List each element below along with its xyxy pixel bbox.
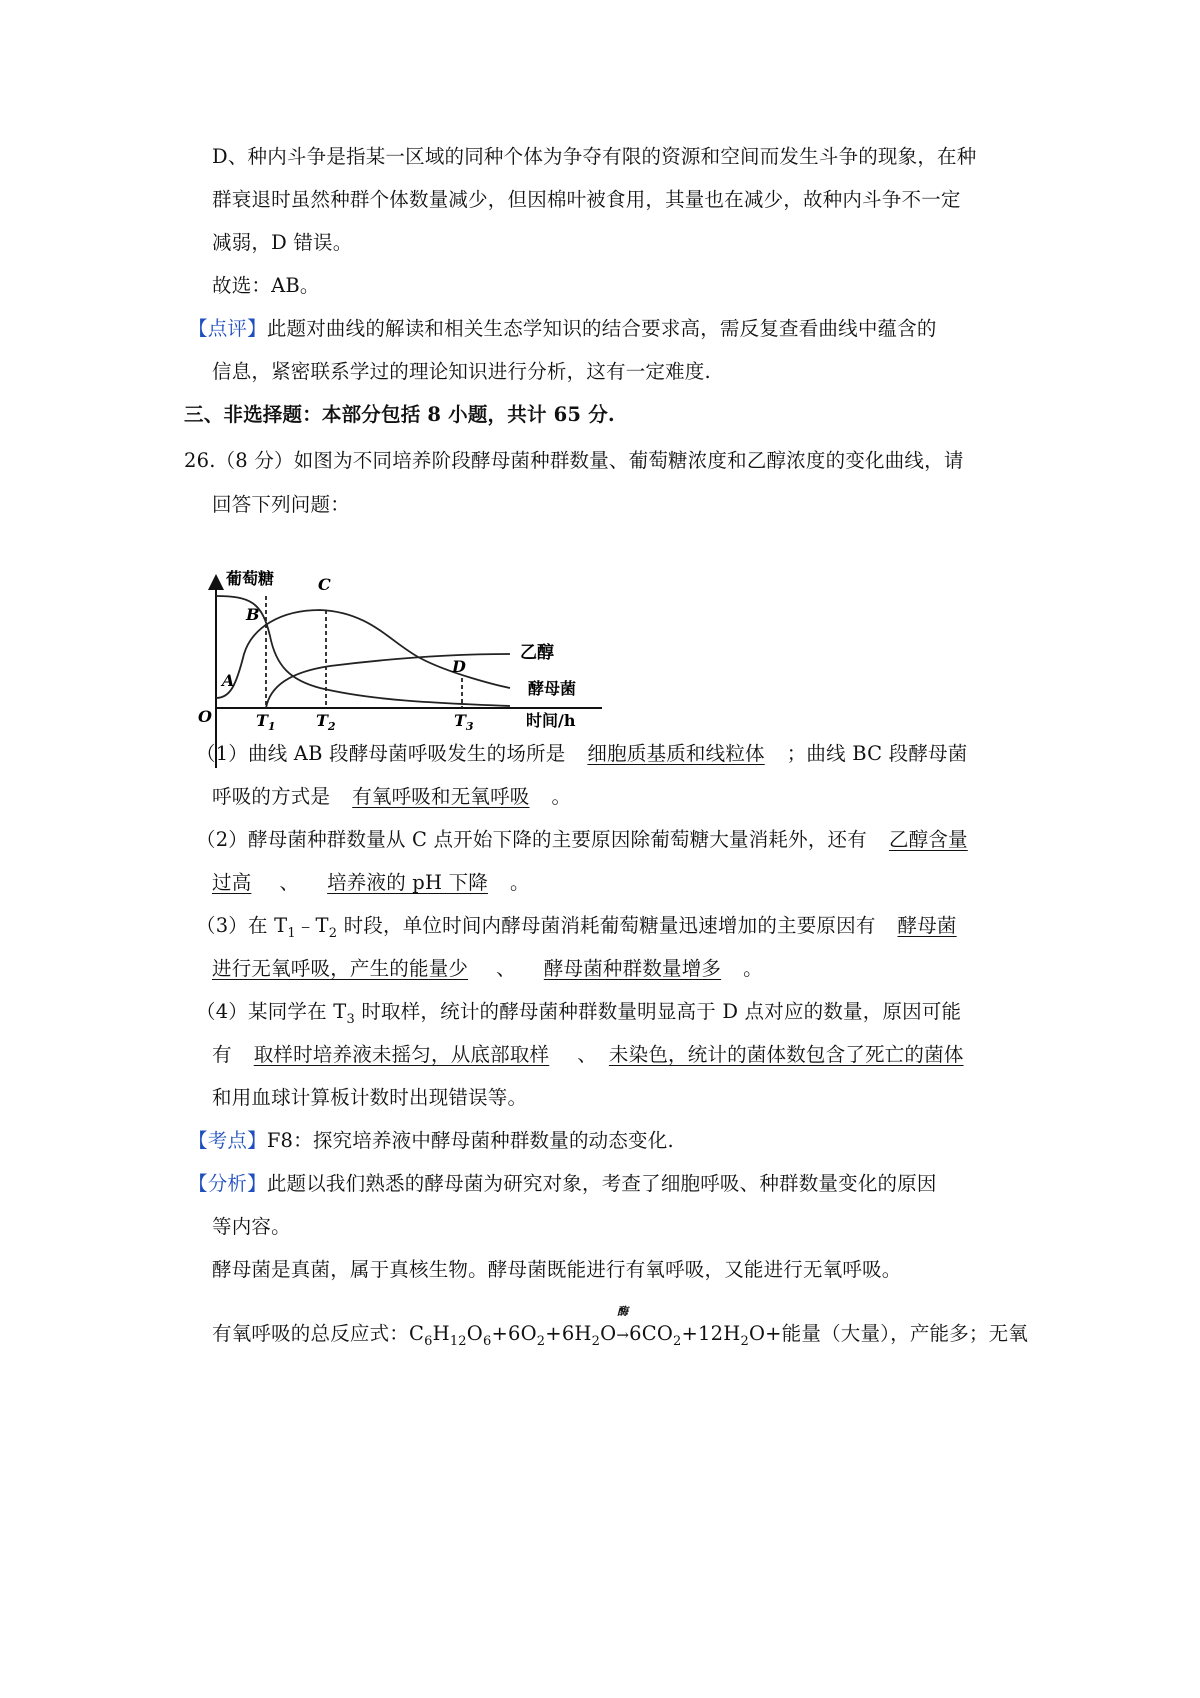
fenxi-tag: 【分析】 — [188, 1172, 267, 1195]
answer-2-end: 。 — [510, 871, 530, 894]
eq-sub: 2 — [740, 1333, 749, 1349]
fenxi-line-3: 酵母菌是真菌，属于真核生物。酵母菌既能进行有氧呼吸，又能进行无氧呼吸。 — [212, 1258, 902, 1281]
answer-4-blank-1: 取样时培养液未摇匀，从底部取样 — [253, 1043, 550, 1066]
kaodian-tag: 【考点】 — [188, 1129, 267, 1152]
fenxi-line-2: 等内容。 — [212, 1215, 291, 1238]
answer-4-line-2 — [212, 1041, 964, 1069]
eq-sub: 12 — [449, 1333, 467, 1349]
x-tick-t2: $T_2$ — [316, 711, 336, 733]
glucose-curve — [216, 596, 510, 706]
answer-3-t1-sub: 1 — [287, 925, 296, 941]
answer-1-text: （1）曲线 AB 段酵母菌呼吸发生的场所是 — [196, 742, 566, 765]
review-line-2: 信息，紧密联系学过的理论知识进行分析，这有一定难度. — [212, 360, 711, 383]
point-label-c: C — [318, 575, 331, 594]
eq-sub: 6 — [482, 1333, 492, 1349]
section-heading — [184, 401, 615, 429]
answer-3-end: 。 — [743, 957, 763, 980]
fenxi-text: 此题以我们熟悉的酵母菌为研究对象，考查了细胞呼吸、种群数量变化的原因 — [266, 1172, 937, 1195]
x-tick-t3: $T_3$ — [454, 711, 474, 733]
eq-plus-h2o: +6H — [545, 1322, 592, 1345]
answer-3-blank-1-cont: 进行无氧呼吸，产生的能量少 — [212, 957, 469, 980]
eq-sub: 6 — [424, 1333, 433, 1349]
answer-3-t1: T — [274, 914, 288, 937]
paragraph-line: 减弱，D 错误。 — [212, 231, 353, 254]
eq-co2: 6CO — [629, 1322, 674, 1345]
answer-2-line-1 — [196, 826, 968, 854]
answer-3-dash: ﹣ — [295, 914, 316, 937]
paragraph-line: D、种内斗争是指某一区域的同种个体为争夺有限的资源和空间而发生斗争的现象，在种 — [212, 145, 977, 168]
point-label-a: A — [222, 671, 235, 690]
arrow-icon: → — [616, 1326, 630, 1344]
answer-1-end: 。 — [551, 785, 572, 808]
origin-label: O — [198, 707, 212, 726]
answer-4-sep: 、 — [577, 1043, 597, 1066]
catalyst-label: 酶 — [617, 1305, 629, 1318]
answer-2-blank-1-cont: 过高 — [212, 871, 252, 894]
eq-h2o: +12H — [681, 1322, 741, 1345]
equation-line — [212, 1305, 1029, 1349]
answer-4-t3-sub: 3 — [346, 1011, 355, 1027]
answer-1-line-1 — [196, 740, 967, 768]
answer-3-text-2: 时段，单位时间内酵母菌消耗葡萄糖量迅速增加的主要原因有 — [337, 914, 876, 937]
answer-1-line-2 — [212, 783, 571, 811]
answer-3-line-2 — [212, 955, 763, 983]
review-line — [188, 315, 937, 343]
eq-sub: 2 — [673, 1333, 682, 1349]
section-heading-count: 8 — [427, 403, 442, 426]
question-stem-2: 回答下列问题： — [212, 493, 350, 516]
answer-1-blank-1: 细胞质基质和线粒体 — [587, 742, 765, 765]
answer-2-blank-1: 乙醇含量 — [888, 828, 968, 851]
series-label-glucose: 葡萄糖 — [226, 569, 275, 588]
answer-3-sep: 、 — [496, 957, 516, 980]
answer-2-blank-2: 培养液的 pH 下降 — [327, 871, 488, 894]
answer-2-text: （2）酵母菌种群数量从 C 点开始下降的主要原因除葡萄糖大量消耗外，还有 — [196, 828, 867, 851]
reaction-arrow — [616, 1305, 630, 1349]
eq-pre: 有氧呼吸的总反应式：C — [212, 1322, 425, 1345]
review-text: 此题对曲线的解读和相关生态学知识的结合要求高，需反复查看曲线中蕴含的 — [266, 317, 937, 340]
eq-plus-o2: +6O — [491, 1322, 537, 1345]
point-label-b: B — [246, 605, 260, 624]
answer-3-blank-1: 酵母菌 — [897, 914, 957, 937]
section-heading-score: 65 — [553, 403, 582, 426]
question-stem: 26.（8 分）如图为不同培养阶段酵母菌种群数量、葡萄糖浓度和乙醇浓度的变化曲线，请 — [184, 449, 964, 472]
eq-sub: 2 — [591, 1333, 601, 1349]
kaodian-text: F8：探究培养液中酵母菌种群数量的动态变化. — [266, 1129, 674, 1152]
answer-1-blank-2: 有氧呼吸和无氧呼吸 — [352, 785, 530, 808]
answer-4-text-2: 时取样，统计的酵母菌种群数量明显高于 D 点对应的数量，原因可能 — [354, 1000, 962, 1023]
answer-4-line-1 — [196, 998, 961, 1026]
answer-3-t2-sub: 2 — [328, 925, 338, 941]
section-heading-mid: 小题，共计 — [441, 403, 554, 426]
section-heading-post: 分. — [581, 403, 615, 426]
review-tag: 【点评】 — [188, 317, 267, 340]
answer-2-sep: 、 — [279, 871, 300, 894]
eq-h: H — [432, 1322, 450, 1345]
fenxi-line — [188, 1170, 937, 1198]
series-label-yeast: 酵母菌 — [528, 679, 577, 698]
answer-1-text-2: ；曲线 BC 段酵母菌 — [786, 742, 968, 765]
answer-3-line-1 — [196, 912, 957, 940]
answer-3-text: （3）在 — [196, 914, 275, 937]
answer-3-blank-2: 酵母菌种群数量增多 — [543, 957, 722, 980]
eq-post: O+能量（大量），产能多；无氧 — [748, 1322, 1029, 1345]
series-label-ethanol: 乙醇 — [520, 643, 554, 663]
answer-2-line-2 — [212, 869, 530, 897]
answer-1-text-3: 呼吸的方式是 — [212, 785, 331, 808]
eq-sub: 2 — [536, 1333, 546, 1349]
paragraph-line: 群衰退时虽然种群个体数量减少，但因棉叶被食用，其量也在减少，故种内斗争不一定 — [212, 188, 961, 211]
answer-3-t2: T — [315, 914, 329, 937]
answer-4-line-3: 和用血球计算板计数时出现错误等。 — [212, 1086, 528, 1109]
answer-4-t3: T — [333, 1000, 347, 1023]
kaodian-line — [188, 1127, 674, 1155]
answer-4-text: （4）某同学在 — [196, 1000, 334, 1023]
eq-o: O — [466, 1322, 483, 1345]
x-tick-t1: $T_1$ — [256, 711, 276, 733]
point-label-d: D — [452, 657, 466, 676]
section-heading-pre: 三、非选择题：本部分包括 — [184, 403, 428, 426]
x-axis-label: 时间/h — [526, 711, 576, 730]
answer-choice-line: 故选：AB。 — [212, 274, 320, 297]
answer-4-blank-2: 未染色，统计的菌体数包含了死亡的菌体 — [608, 1043, 964, 1066]
eq-o: O — [600, 1322, 617, 1345]
answer-4-text-3: 有 — [212, 1043, 232, 1066]
